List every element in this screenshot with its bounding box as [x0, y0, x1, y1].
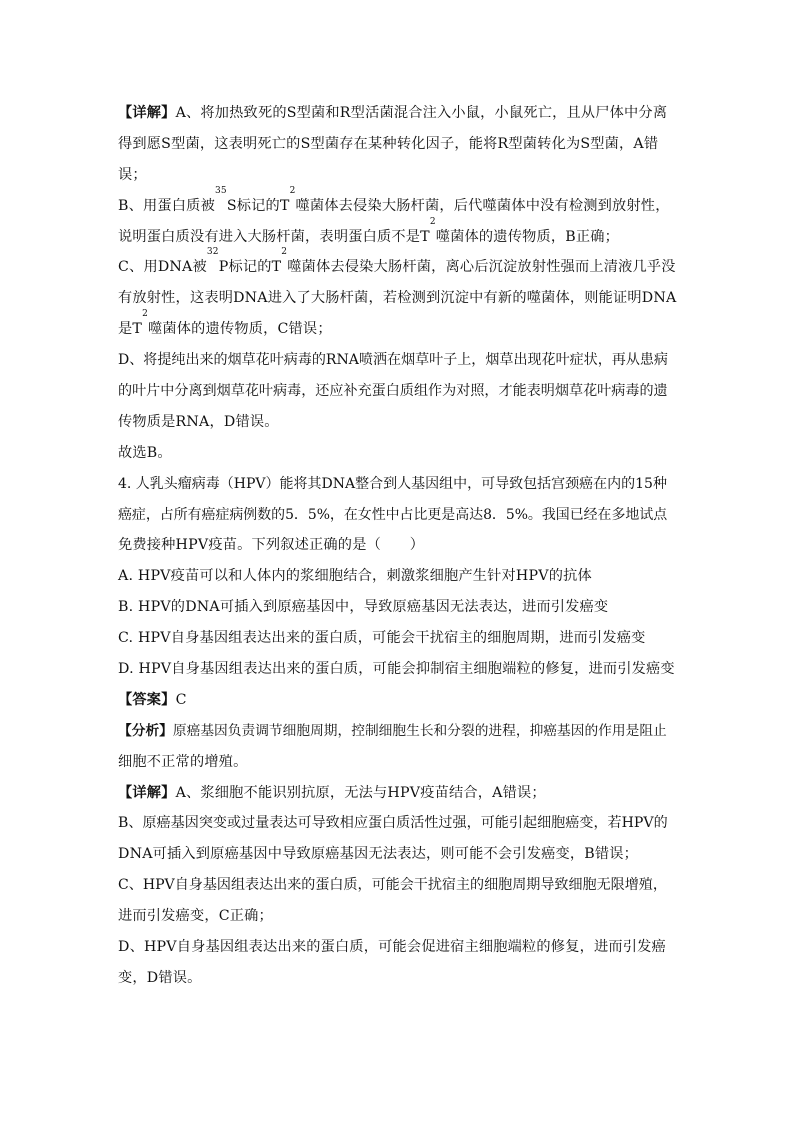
- question-line: [118, 469, 678, 500]
- paragraph-text: 的叶片中分离到烟草花叶病毒，还应补充蛋白质组作为对照，才能表明烟草花叶病毒的遗: [118, 383, 668, 400]
- text-line: [118, 407, 678, 438]
- detail-text: D、HPV自身基因组表达出来的蛋白质，可能会促进宿主细胞端粒的修复，进而引发癌: [118, 939, 666, 956]
- text-line: [118, 247, 678, 283]
- question-text: 4. 人乳头瘤病毒（HPV）能将其DNA整合到人基因组中，可导致包括宫颈癌在内的15种: [118, 475, 667, 492]
- option-text: D. HPV自身基因组表达出来的蛋白质，可能会抑制宿主细胞端粒的修复，进而引发癌变: [118, 661, 675, 678]
- paragraph-text: 得到愿S型菌，这表明死亡的S型菌存在某种转化因子，能将R型菌转化为S型菌，A错: [118, 135, 659, 152]
- detail-line: [118, 839, 678, 870]
- analysis-line: [118, 747, 678, 778]
- detail-text: C、HPV自身基因组表达出来的蛋白质，可能会干扰宿主的细胞周期导致细胞无限增殖，: [118, 877, 667, 894]
- option-a: [118, 561, 678, 592]
- paragraph-text: 噬菌体的遗传物质，B正确；: [435, 228, 620, 245]
- option-c: [118, 623, 678, 654]
- detail-tag: 【详解】: [118, 105, 176, 121]
- paragraph-text: A、将加热致死的S型菌和R型活菌混合注入小鼠，小鼠死亡，且从尸体中分离: [175, 105, 668, 121]
- text-line: [118, 160, 678, 191]
- question-text: 癌症，占所有癌症病例数的5．5%，在女性中占比更是高达8．5%。我国已经在多地试点: [118, 506, 668, 523]
- detail-line: [118, 901, 678, 932]
- document-page: [118, 98, 678, 994]
- question-line: [118, 500, 678, 531]
- paragraph-text: 故选B。: [118, 444, 172, 461]
- paragraph-text: D、将提纯出来的烟草花叶病毒的RNA喷洒在烟草叶子上，烟草出现花叶症状，再从患病: [118, 352, 668, 369]
- text-line: [118, 345, 678, 376]
- paragraph-text: S标记的T: [226, 197, 290, 214]
- detail-line: [118, 963, 678, 994]
- answer-tag: 【答案】: [118, 691, 176, 708]
- superscript: 32: [206, 247, 219, 258]
- paragraph-text: 有放射性，这表明DNA进入了大肠杆菌，若检测到沉淀中有新的噬菌体，则能证明DNA: [118, 290, 677, 307]
- paragraph-text: P标记的T: [218, 259, 282, 276]
- detail-tag: 【详解】: [118, 784, 176, 801]
- paragraph-text: 噬菌体的遗传物质，C错误；: [148, 321, 332, 338]
- text-line: [118, 438, 678, 469]
- detail-text: 进而引发癌变，C正确；: [118, 908, 273, 925]
- text-line: [118, 283, 678, 314]
- text-line: [118, 129, 678, 160]
- option-text: B. HPV的DNA可插入到原癌基因中，导致原癌基因无法表达，进而引发癌变: [118, 599, 609, 616]
- paragraph-text: 噬菌体去侵染大肠杆菌，后代噬菌体中没有检测到放射性，: [295, 197, 670, 214]
- paragraph-text: 传物质是RNA，D错误。: [118, 413, 279, 430]
- text-line: [118, 376, 678, 407]
- option-b: [118, 592, 678, 623]
- paragraph-text: C、用DNA被: [118, 259, 207, 276]
- text-line: [118, 216, 678, 253]
- subscript: 2: [289, 185, 296, 196]
- detail-text: A、浆细胞不能识别抗原，无法与HPV疫苗结合，A错误；: [175, 784, 546, 801]
- detail-line: [118, 870, 678, 901]
- paragraph-text: 是T: [118, 321, 143, 338]
- paragraph-text: 噬菌体去侵染大肠杆菌，离心后沉淀放射性强而上清液几乎没: [287, 259, 676, 276]
- analysis-text: 原癌基因负责调节细胞周期，控制细胞生长和分裂的进程，抑癌基因的作用是阻止: [172, 722, 667, 739]
- option-text: A. HPV疫苗可以和人体内的浆细胞结合，刺激浆细胞产生针对HPV的抗体: [118, 568, 592, 585]
- detail-text: DNA可插入到原癌基因中导致原癌基因无法表达，则可能不会引发癌变，B错误；: [118, 846, 639, 863]
- question-line: [118, 530, 678, 561]
- text-line: [118, 185, 678, 222]
- text-line: [118, 309, 678, 345]
- detail-line: [118, 932, 678, 963]
- detail-line: [118, 808, 678, 839]
- paragraph-text: 误；: [118, 166, 147, 183]
- subscript: 2: [429, 216, 436, 227]
- question-text: 免费接种HPV疫苗。下列叙述正确的是（ ）: [118, 537, 425, 554]
- paragraph-text: 说明蛋白质没有进入大肠杆菌，表明蛋白质不是T: [118, 228, 430, 245]
- detail-text: B、原癌基因突变或过量表达可导致相应蛋白质活性过强，可能引起细胞癌变，若HPV的: [118, 815, 668, 832]
- subscript: 2: [281, 247, 288, 258]
- subscript: 2: [142, 309, 148, 320]
- analysis-text: 细胞不正常的增殖。: [118, 753, 248, 770]
- answer-line: [118, 685, 678, 716]
- option-text: C. HPV自身基因组表达出来的蛋白质，可能会干扰宿主的细胞周期，进而引发癌变: [118, 630, 646, 647]
- superscript: 35: [214, 185, 227, 196]
- detail-text: 变，D错误。: [118, 969, 202, 986]
- paragraph-text: B、用蛋白质被: [118, 197, 215, 214]
- text-line: [118, 98, 678, 129]
- analysis-line: [118, 716, 678, 747]
- detail-line: [118, 778, 678, 809]
- option-d: [118, 654, 678, 685]
- answer-value: C: [175, 691, 187, 708]
- analysis-tag: 【分析】: [118, 722, 173, 739]
